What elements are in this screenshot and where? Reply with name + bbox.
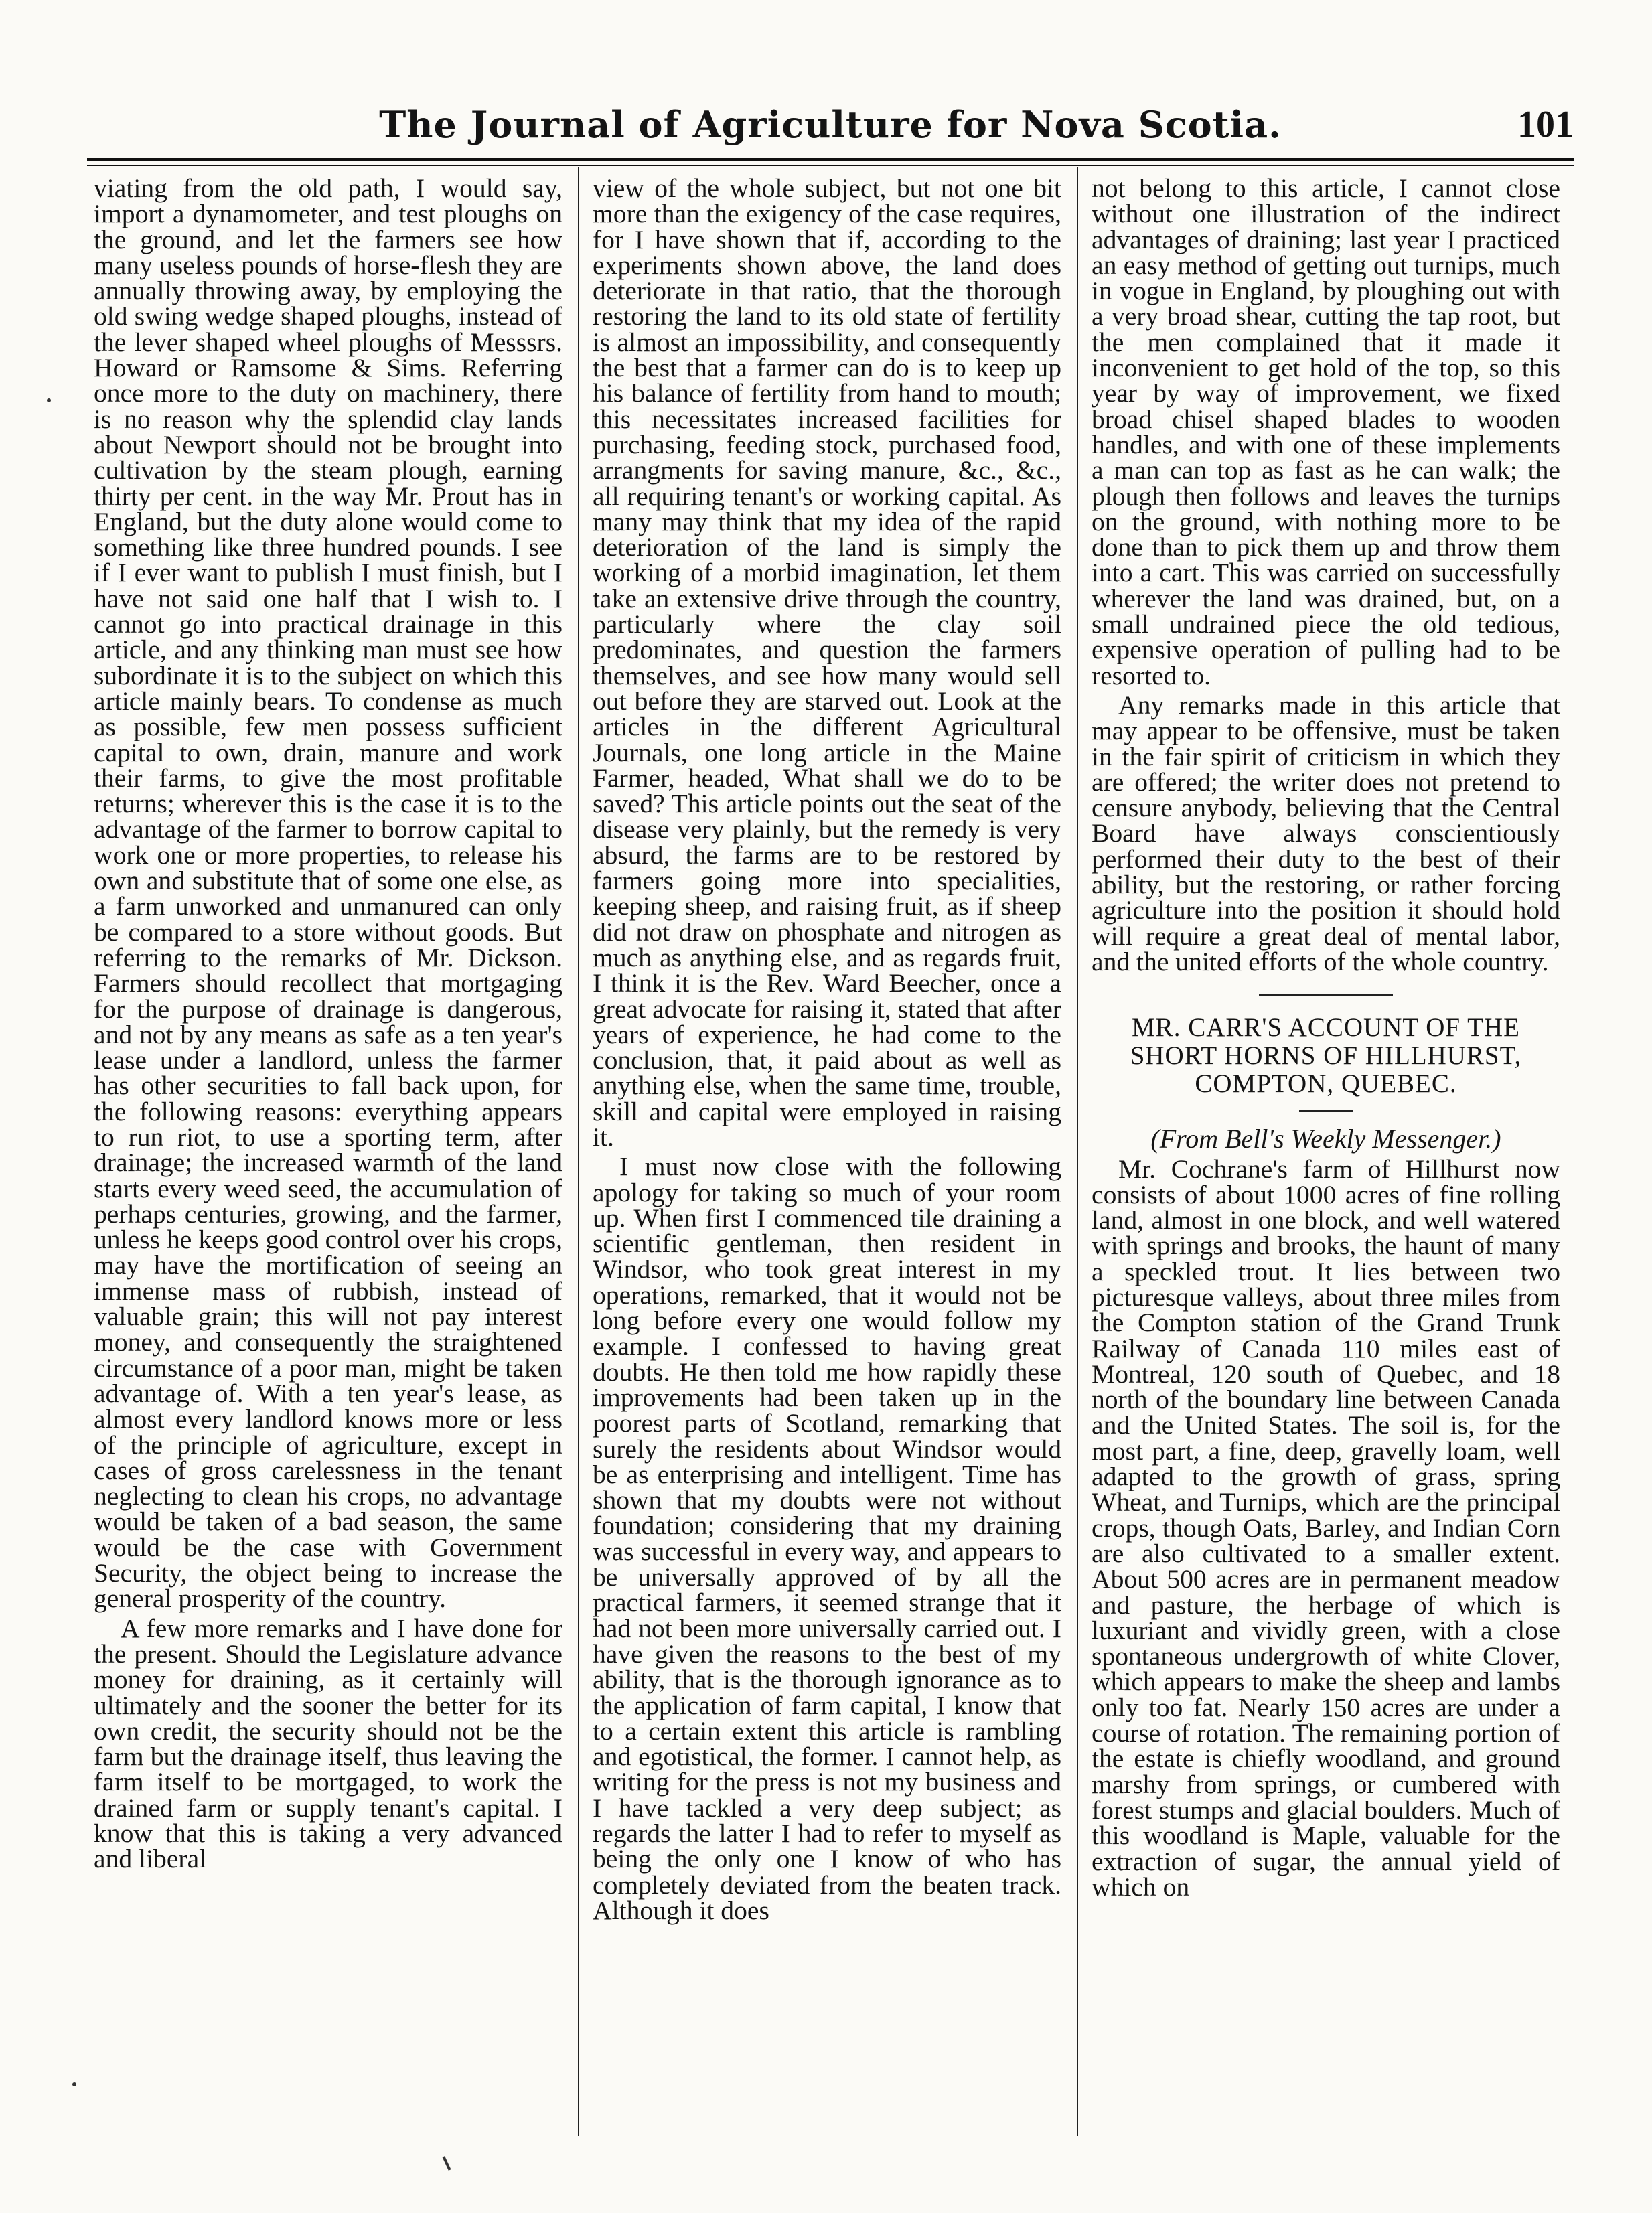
section-separator	[1259, 994, 1393, 996]
column-divider-1	[578, 167, 579, 2136]
journal-title: The Journal of Agriculture for Nova Scotia.	[379, 103, 1282, 146]
column-2	[593, 175, 1061, 2137]
column-2-paragraph-2: I must now close with the following apology for taking so much of your room up. When first I commenced tile draining a scientific gentleman, then resident in Windsor, who took great interest in my operations, remarked, that it would not be long before every one would follow my example. I confessed to having great doubts. He then told me how rapidly these improvements had been taken up in the poorest parts of Scotland, remarking that surely the residents about Windsor would be as enterprising and intelligent. Time has shown that my doubts were not without foundation; considering that my draining was successful in every way, and appears to be universally approved of by all the practical farmers, it seemed strange that it had not been more universally carried out. I have given the reasons to the best of my ability, that is the thorough ignorance as to the application of farm capital, I know that to a certain extent this article is rambling and egotistical, the former. I cannot help, as writing for the press is not my business and I have tackled a very deep subject; as regards the latter I had to refer to myself as being the only one I know of who has completely deviated from the beaten track. Although it does	[593, 1152, 1061, 1925]
page-header	[87, 100, 1574, 154]
page-number: 101	[1517, 104, 1574, 145]
margin-mark	[47, 398, 51, 402]
title-rule	[1299, 1110, 1353, 1112]
column-divider-2	[1077, 167, 1078, 2136]
margin-mark	[72, 2082, 76, 2086]
article-source: (From Bell's Weekly Messenger.)	[1150, 1124, 1501, 1154]
header-rule-thick	[87, 158, 1574, 161]
column-3	[1092, 175, 1560, 2137]
margin-mark	[443, 2156, 451, 2171]
column-2-paragraph-1: view of the whole subject, but not one bit more than the exigency of the case requires, for I have shown that if, according to the experiments shown above, the land does deteriorate in that ratio, that the thorough restoring the land to its old state of fertility is almost an impossibility, and consequently the best that a farmer can do is to keep up his balance of fertility from hand to mouth; this necessitates increased facilities for purchasing, feeding stock, purchased food, arrangments for saving manure, &c., &c., all requiring tenant's or working capital. As many may think that my idea of the rapid deterioration of the land is simply the working of a morbid imagination, let them take an extensive drive through the country, particularly where the clay soil predominates, and question the farmers themselves, and see how many would sell out before they are starved out. Look at the articles in the different Agricultural Journals, one long article in the Maine Farmer, headed, What shall we do to be saved? This article points out the seat of the disease very plainly, but the remedy is very absurd, the farms are to be restored by farmers going more into specialities, keeping sheep, and raising fruit, as if sheep did not draw on phosphate and nitrogen as much as anything else, and as regards fruit, I think it is the Rev. Ward Beecher, once a great advocate for raising it, stated that after years of experience, he had come to the conclusion, that, it paid about as well as anything else, when the same time, trouble, skill and capital were employed in raising it.	[593, 175, 1061, 1152]
article-paragraph-1: Mr. Cochrane's farm of Hillhurst now consists of about 1000 acres of fine rolling land, almost in one block, and well watered with springs and brooks, the haunt of many a speckled trout. It lies between two picturesque valleys, about three miles from the Compton station of the Grand Trunk Railway of Canada 110 miles east of Montreal, 120 south of Quebec, and 18 north of the boundary line between Canada and the United States. The soil is, for the most part, a fine, deep, gravelly loam, well adapted to the growth of grass, spring Wheat, and Turnips, which are the principal crops, though Oats, Barley, and Indian Corn are also cultivated to a smaller extent. About 500 acres are in permanent meadow and pasture, the herbage of which is luxuriant and vividly green, with a close spontaneous undergrowth of white Clover, which appears to make the sheep and lambs only too fat. Nearly 150 acres are under a course of rotation. The remaining portion of the estate is chiefly woodland, and ground marshy from springs, or cumbered with forest stumps and glacial boulders. Much of this woodland is Maple, valuable for the extraction of sugar, the annual yield of which on	[1092, 1154, 1560, 1902]
column-3-paragraph-2: Any remarks made in this article that may appear to be offensive, must be taken in the fair spirit of criticism in which they are offered; the writer does not pretend to censure anybody, believing that the Central Board have always conscientiously performed their duty to the best of their ability, but the restoring, or rather forcing agriculture into the position it should hold will require a great deal of mental labor, and the united efforts of the whole country.	[1092, 690, 1560, 976]
header-rule-thin	[87, 165, 1574, 166]
column-1-paragraph-1: viating from the old path, I would say, import a dynamometer, and test ploughs on the ground, and let the farmers see how many useless pounds of horse-flesh they are annually throwing away, by employing the old swing wedge shaped ploughs, instead of the lever shaped wheel ploughs of Messsrs. Howard or Ramsome & Sims. Referring once more to the duty on machinery, there is no reason why the splendid clay lands about Newport should not be brought into cultivation by the steam plough, earning thirty per cent. in the way Mr. Prout has in England, but the duty alone would come to something like three hundred pounds. I see if I ever want to publish I must finish, but I have not said one half that I wish to. I cannot go into practical drainage in this article, and any thinking man must see how subordinate it is to the subject on which this article mainly bears. To condense as much as possible, few men possess sufficient capital to own, drain, manure and work their farms, to give the most profitable returns; wherever this is the case it is to the advantage of the farmer to borrow capital to work one or more properties, to release his own and substitute that of some one else, as a farm unworked and unmanured can only be compared to a store without goods. But referring to the remarks of Mr. Dickson. Farmers should recollect that mortgaging for the purpose of drainage is dangerous, and not by any means as safe as a ten year's lease under a landlord, unless the farmer has other securities to fall back upon, for the following reasons: everything appears to run riot, to use a sporting term, after drainage; the increased warmth of the land starts every weed seed, the accumulation of perhaps centuries, growing, and the farmer, unless he keeps good control over his crops, may have the mortification of seeing an immense mass of rubbish, instead of valuable grain; this will not pay interest money, and consequently the straightened circumstance of a poor man, might be taken advantage of. With a ten year's lease, as almost every landlord knows more or less of the principle of agriculture, except in cases of gross carelessness in the tenant neglecting to clean his crops, no advantage would be taken of a bad season, the same would be the case with Government Security, the object being to increase the general prosperity of the country.	[94, 175, 562, 1614]
column-1	[94, 175, 562, 2137]
column-3-paragraph-1: not belong to this article, I cannot close without one illustration of the indirect advantages of draining; last year I practiced an easy method of getting out turnips, much in vogue in England, by ploughing out with a very broad shear, cutting the tap root, but the men complained that it made it inconvenient to get hold of the top, so this year by way of improvement, we fixed broad chisel shaped blades to wooden handles, and with one of these implements a man can top as fast as he can walk; the plough then follows and leaves the turnips on the ground, with nothing more to be done than to pick them up and throw them into a cart. This was carried on successfully wherever the land was drained, but, on a small undrained piece the old tedious, expensive operation of pulling had to be resorted to.	[1092, 175, 1560, 690]
column-1-paragraph-2: A few more remarks and I have done for the present. Should the Legislature advance money for draining, as it certainly will ultimately and the sooner the better for its own credit, the security should not be the farm but the drainage itself, thus leaving the farm itself to be mortgaged, to work the drained farm or supply tenant's capital. I know that this is taking a very advanced and liberal	[94, 1613, 562, 1874]
article-title: MR. CARR'S ACCOUNT OF THE SHORT HORNS OF HILLHURST, COMPTON, QUEBEC.	[1130, 1013, 1522, 1099]
